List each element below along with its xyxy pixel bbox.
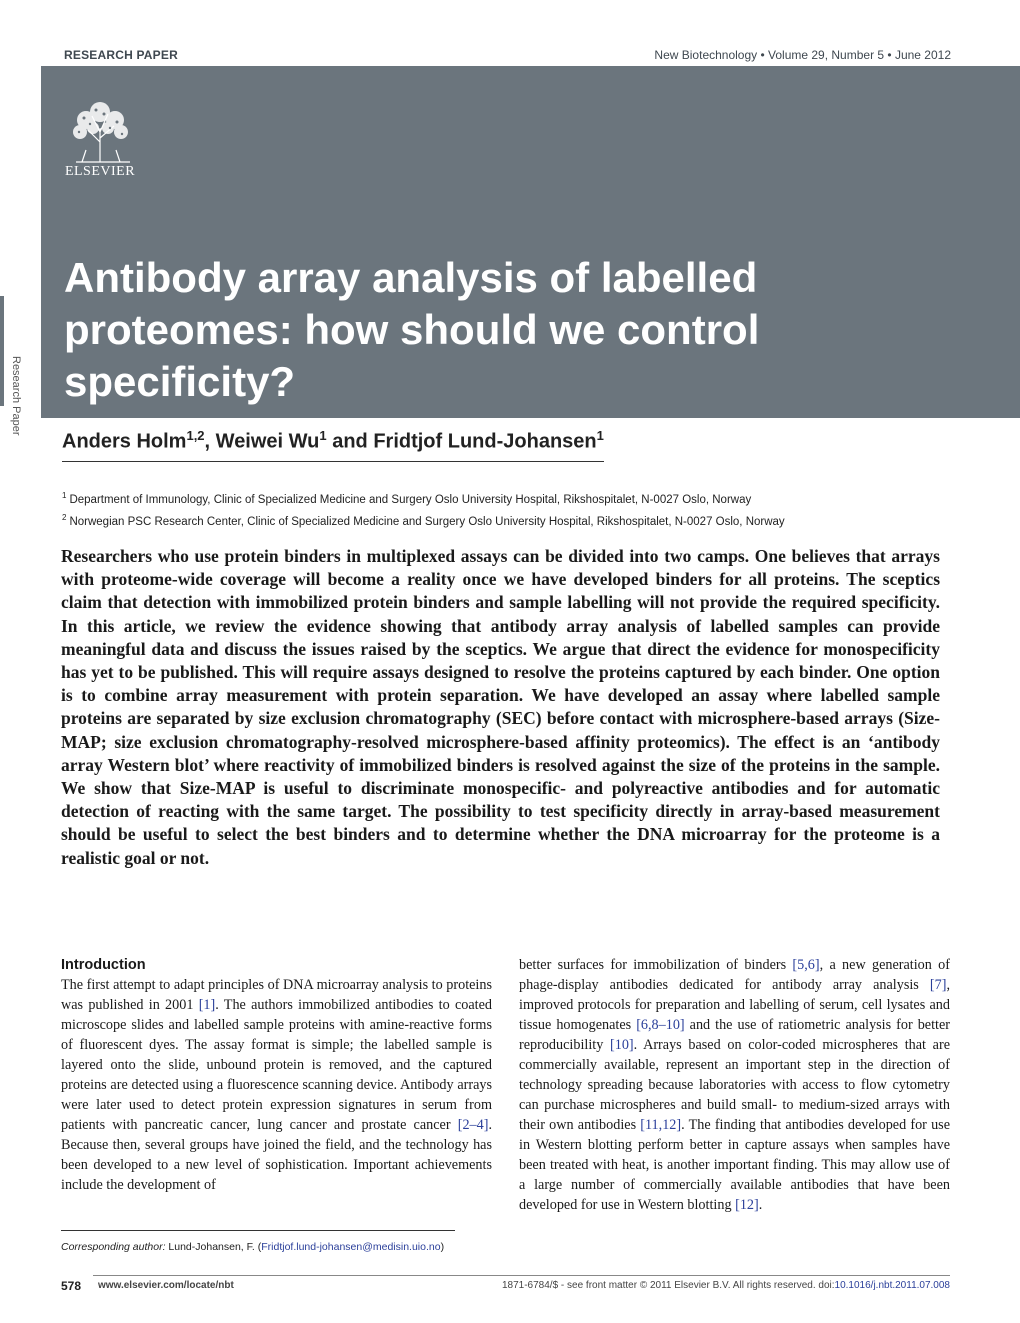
- corresponding-author-footnote: Corresponding author: Lund-Johansen, F. (Fridtjof.lund-johansen@medisin.uio.no): [61, 1241, 445, 1253]
- author-separator: and: [326, 430, 374, 453]
- elsevier-logo[interactable]: [60, 98, 140, 180]
- citation-link[interactable]: [1]: [198, 997, 216, 1013]
- author-list: [62, 428, 604, 462]
- body-text: better surfaces for immobilization of binders: [519, 957, 793, 973]
- intro-column-right: [519, 955, 950, 1215]
- author-name: Anders Holm: [62, 430, 187, 453]
- author-affiliation-marker: 1,2: [186, 428, 205, 443]
- logo-wordmark: ELSEVIER: [64, 164, 136, 179]
- citation-link[interactable]: [5,6]: [792, 957, 820, 973]
- body-text: , a new generation of phage-display antibodies dedicated for antibody array analysis: [519, 957, 950, 993]
- journal-citation-line: New Biotechnology • Volume 29, Number 5 • June 2012: [654, 48, 951, 62]
- side-tab-bar: [0, 296, 4, 406]
- footnote-label: Corresponding author:: [61, 1241, 166, 1253]
- copyright-text: 1871-6784/$ - see front matter © 2011 Elsevier B.V. All rights reserved. doi:: [501, 1280, 835, 1291]
- section-heading: Introduction: [61, 957, 146, 973]
- body-text: , improved protocols for preparation and labelling of serum, cell lysates and tissue homogenates: [519, 977, 950, 1033]
- affiliation-text: Norwegian PSC Research Center, Clinic of Specialized Medicine and Surgery Oslo University Hospital, Rikshospitalet, N-0027 Oslo, Norway: [69, 515, 785, 528]
- footnote-divider: [61, 1230, 455, 1231]
- author-name: Fridtjof Lund-Johansen: [373, 430, 597, 453]
- citation-link[interactable]: [6,8–10]: [636, 1017, 685, 1033]
- abstract: Researchers who use protein binders in multiplexed assays can be divided into two camps. One believes that arrays with proteome-wide coverage will become a reality once we have developed binders for all proteins. The sceptics claim that detection with immobilized protein binders and sample labelling will not provide the required specificity. In this article, we review the evidence showing that antibody array analysis of labelled samples can provide meaningful data and discuss the issues raised by the sceptics. We argue that direct the evidence for monospecificity has yet to be published. This will require assays designed to resolve the proteins captured by each binder. One option is to combine array measurement with protein separation. We have developed an assay where labelled sample proteins are separated by size exclusion chromatography (SEC) before contact with microsphere-based arrays (Size-MAP; size exclusion chromatography-resolved microsphere-based affinity proteomics). The effect is an ‘antibody array Western blot’ where reactivity of immobilized binders is resolved against the size of the proteins in the sample. We show that Size-MAP is useful to discriminate monospecific- and polyreactive antibodies and for automatic detection of reacting with the same target. The possibility to test specificity directly in array-based measurement should be useful to select the best binders and to determine whether the DNA microarray for the proteome is a realistic goal or not.: [61, 546, 940, 868]
- affiliation-number: 2: [62, 512, 67, 522]
- body-text: The first attempt to adapt principles of DNA microarray analysis to proteins was published in 2001: [61, 977, 492, 1013]
- affiliation-text: Department of Immunology, Clinic of Specialized Medicine and Surgery Oslo University Hospital, Rikshospitalet, N-0027 Oslo, Norway: [69, 493, 752, 506]
- affiliation-number: 1: [62, 491, 67, 500]
- body-text: and the use of ratiometric analysis for better reproducibility: [519, 1017, 950, 1053]
- copyright-line: [502, 1280, 950, 1291]
- author-name: Weiwei Wu: [215, 430, 320, 453]
- journal-url-link[interactable]: www.elsevier.com/locate/nbt: [98, 1280, 234, 1291]
- article-title: Antibody array analysis of labelled proteomes: how should we control specificity?: [64, 254, 760, 405]
- citation-link[interactable]: [7]: [929, 977, 947, 993]
- affiliations: [62, 487, 785, 531]
- body-text: .: [758, 1197, 763, 1213]
- intro-paragraph-continued: [519, 955, 950, 1215]
- citation-link[interactable]: [10]: [610, 1037, 634, 1053]
- citation-link[interactable]: [12]: [735, 1197, 759, 1213]
- affiliation-item: [62, 509, 785, 531]
- citation-link[interactable]: [11,12]: [640, 1117, 682, 1133]
- intro-paragraph: [61, 975, 492, 1195]
- body-text: . Arrays based on color-coded microspheres that are commercially available, represent an important step in the direction of technology spreading because laboratories with access to flow cytometry can purchase microspheres and build small- to medium-sized arrays with their own antibodies: [519, 1037, 950, 1133]
- citation-link[interactable]: [2–4]: [457, 1117, 489, 1133]
- body-text: . The authors immobilized antibodies to coated microscope slides and labelled sample proteins with amine-reactive forms of fluorescent dyes. The assay format is simple; the labelled sample is layered onto the slide, unbound protein is removed, and the captured proteins are detected using a fluorescence scanning device. Antibody arrays were later used to detect protein expression signatures in serum from patients with pancreatic cancer, lung cancer and prostate cancer: [61, 997, 492, 1133]
- affiliation-item: [62, 487, 785, 509]
- page-number: 578: [61, 1279, 82, 1293]
- footer-divider: [93, 1275, 950, 1276]
- author-affiliation-marker: 1: [319, 428, 327, 443]
- doi-link[interactable]: 10.1016/j.nbt.2011.07.008: [834, 1280, 950, 1291]
- intro-column-left: [61, 955, 492, 1195]
- section-label: RESEARCH PAPER: [64, 48, 178, 62]
- body-text: . Because then, several groups have joined the field, and the technology has been developed to a new level of sophistication. Important achievements include the development of: [61, 1117, 492, 1193]
- author-separator: ,: [204, 430, 216, 453]
- author-affiliation-marker: 1: [596, 428, 604, 443]
- elsevier-tree-icon: [60, 98, 140, 164]
- author-email-link[interactable]: Fridtjof.lund-johansen@medisin.uio.no: [261, 1241, 441, 1253]
- side-tab-label: Research Paper: [10, 356, 22, 436]
- body-text: . The finding that antibodies developed for use in Western blotting perform better in capture assays when samples have been treated with heat, is another important finding. This may allow use of a large number of commercially available antibodies that have been developed for use in Western blotting: [519, 1117, 950, 1213]
- footnote-name: Lund-Johansen, F.: [168, 1241, 255, 1253]
